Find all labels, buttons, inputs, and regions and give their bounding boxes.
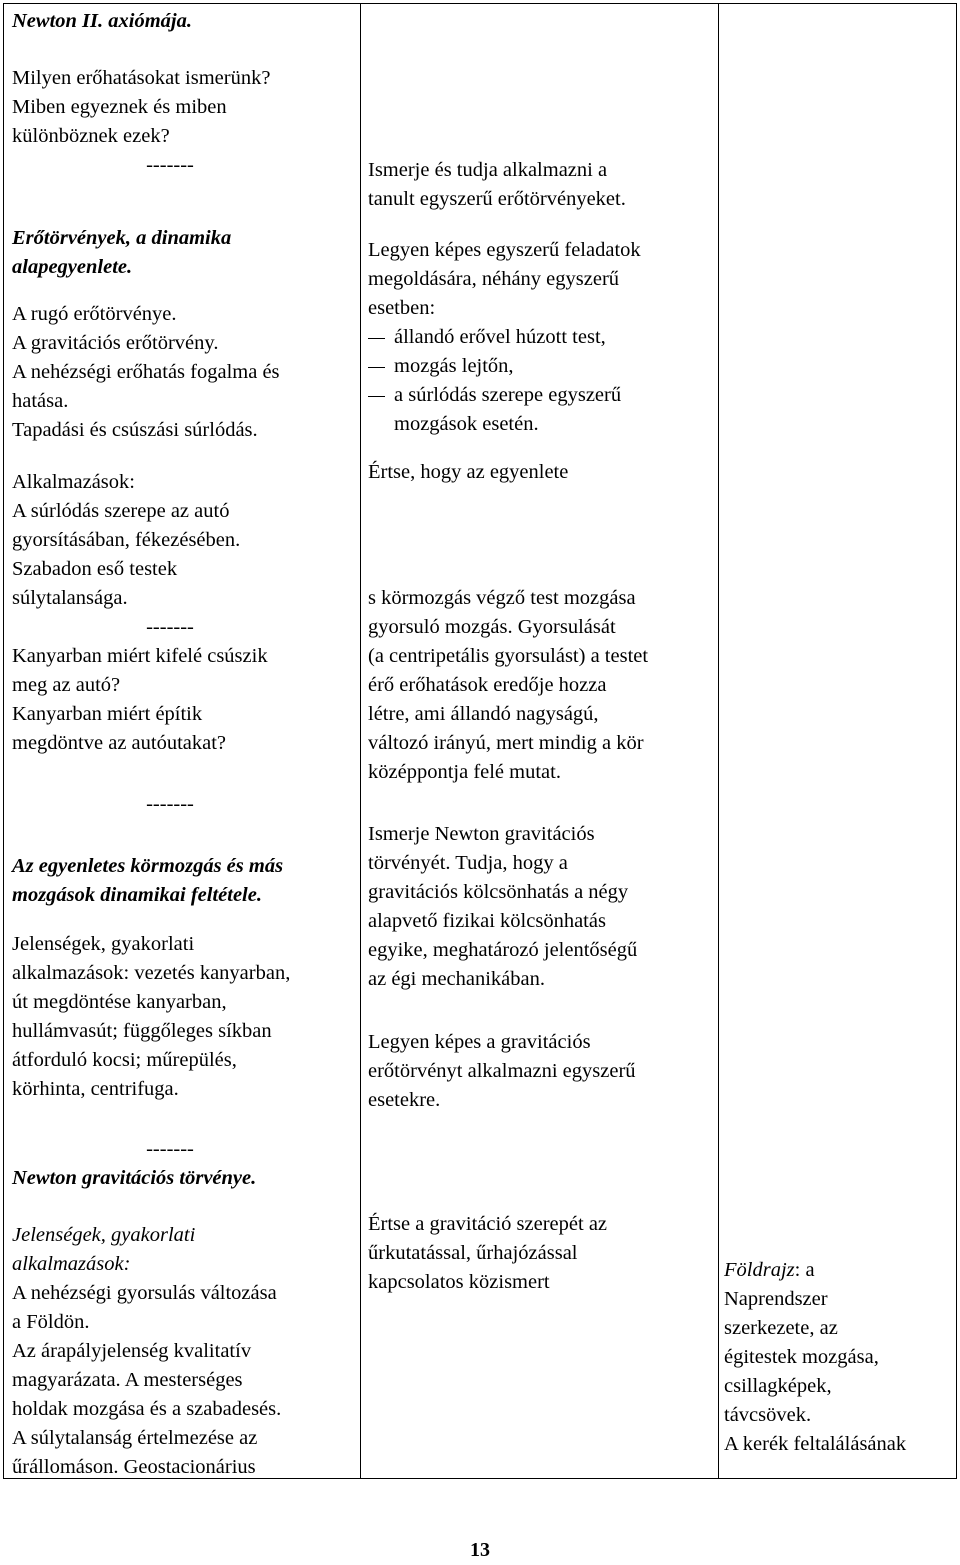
- text-line: Értse, hogy az egyenlete: [368, 461, 569, 483]
- separator: -------: [146, 616, 194, 638]
- text-line: A kerék feltalálásának: [724, 1433, 907, 1455]
- text-line: megoldására, néhány egyszerű: [368, 268, 620, 290]
- separator: -------: [146, 1138, 194, 1160]
- text-line: út megdöntése kanyarban,: [12, 991, 227, 1013]
- text-line: Tapadási és csúszási súrlódás.: [12, 419, 258, 441]
- text-line: holdak mozgása és a szabadesés.: [12, 1398, 282, 1420]
- text-line: gyorsuló mozgás. Gyorsulását: [368, 616, 616, 638]
- content-table: [3, 3, 957, 1479]
- text-line: A súlytalanság értelmezése az: [12, 1427, 258, 1449]
- phenomena-block: [12, 930, 358, 1104]
- text-line: Az árapályjelenség kvalitatív: [12, 1340, 252, 1362]
- text-fragment: : a: [794, 1259, 815, 1281]
- text-line: a Földön.: [12, 1311, 90, 1333]
- gravitation-block: [12, 1135, 358, 1193]
- text-line: Miben egyeznek és miben: [12, 96, 227, 118]
- text-line: égitestek mozgása,: [724, 1346, 879, 1368]
- text-line: hullámvasút; függőleges síkban: [12, 1020, 272, 1042]
- text-line: körhinta, centrifuga.: [12, 1078, 179, 1100]
- text-line: Ismerje Newton gravitációs: [368, 823, 595, 845]
- text-line: egyike, meghatározó jelentőségű: [368, 939, 638, 961]
- text-line: távcsövek.: [724, 1404, 812, 1426]
- subheading: Erőtörvények, a dinamika: [12, 227, 232, 249]
- subheading: mozgások dinamikai feltétele.: [12, 884, 262, 906]
- text-line: tanult egyszerű erőtörvényeket.: [368, 188, 626, 210]
- text-line: (a centripetális gyorsulást) a testet: [368, 645, 649, 667]
- page-number: 13: [470, 1539, 490, 1561]
- text-line: kapcsolatos közismert: [368, 1271, 550, 1293]
- text-line: esetben:: [368, 297, 436, 319]
- text-line: űrállomáson. Geostacionárius: [12, 1456, 256, 1478]
- subheading: alapegyenlete.: [12, 256, 133, 278]
- text-line: átforduló kocsi; műrepülés,: [12, 1049, 237, 1071]
- text-line: alapvető fizikai kölcsönhatás: [368, 910, 606, 932]
- column-divider: [718, 4, 719, 1478]
- list-item: mozgás lejtőn,: [368, 352, 716, 381]
- text-line: s körmozgás végző test mozgása: [368, 587, 636, 609]
- text-line: gravitációs kölcsönhatás a négy: [368, 881, 629, 903]
- text-line: Naprendszer: [724, 1288, 828, 1310]
- text-line: különböznek ezek?: [12, 125, 170, 147]
- text-line: Kanyarban miért kifelé csúszik: [12, 645, 268, 667]
- force-laws-list: [12, 300, 358, 445]
- circular-motion-block: [12, 852, 358, 910]
- text-line: Milyen erőhatásokat ismerünk?: [12, 67, 271, 89]
- list-item: a súrlódás szerepe egyszerű: [368, 381, 716, 410]
- text-line: hatása.: [12, 390, 69, 412]
- separator-block: [12, 790, 358, 819]
- questions-block: [12, 64, 358, 180]
- text-line: A nehézségi gyorsulás változása: [12, 1282, 277, 1304]
- text-line: alkalmazások:: [12, 1253, 131, 1275]
- text-line: az égi mechanikában.: [368, 968, 546, 990]
- separator: -------: [146, 793, 194, 815]
- separator: -------: [146, 154, 194, 176]
- text-line: szerkezete, az: [724, 1317, 838, 1339]
- text-line: mozgások esetén.: [394, 413, 539, 435]
- force-laws-block: [12, 224, 358, 282]
- text-line: A gravitációs erőtörvény.: [12, 332, 219, 354]
- text-line: A súrlódás szerepe az autó: [12, 500, 230, 522]
- text-line: gyorsításában, fékezésében.: [12, 529, 241, 551]
- applications-block: [12, 468, 358, 758]
- section-title: Newton II. axiómája.: [12, 10, 192, 32]
- text-line: törvényét. Tudja, hogy a: [368, 852, 568, 874]
- text-line: Alkalmazások:: [12, 471, 135, 493]
- subheading: Az egyenletes körmozgás és más: [12, 855, 284, 877]
- text-line: A rugó erőtörvénye.: [12, 303, 177, 325]
- text-line: űrkutatással, űrhajózással: [368, 1242, 578, 1264]
- list-item: állandó erővel húzott test,: [368, 323, 716, 352]
- tasks-block: [368, 236, 716, 439]
- text-line: Értse a gravitáció szerepét az: [368, 1213, 608, 1235]
- text-line: Legyen képes a gravitációs: [368, 1031, 591, 1053]
- connections-column: [724, 1256, 956, 1459]
- text-line: létre, ami állandó nagyságú,: [368, 703, 599, 725]
- text-line: alkalmazások: vezetés kanyarban,: [12, 962, 291, 984]
- text-line: középpontja felé mutat.: [368, 761, 561, 783]
- subject-name: Földrajz: [724, 1259, 795, 1281]
- text-line: A nehézségi erőhatás fogalma és: [12, 361, 280, 383]
- text-line: esetekre.: [368, 1089, 441, 1111]
- text-line: Kanyarban miért építik: [12, 703, 203, 725]
- text-line: erőtörvényt alkalmazni egyszerű: [368, 1060, 636, 1082]
- text-line: Jelenségek, gyakorlati: [12, 933, 195, 955]
- circular-motion-requirements: [368, 584, 716, 787]
- text-line: magyarázata. A mesterséges: [12, 1369, 243, 1391]
- gravitation-phenomena: [12, 1221, 358, 1482]
- apply-law-block: [368, 1028, 716, 1115]
- text-line: meg az autó?: [12, 674, 121, 696]
- text-line: érő erőhatások eredője hozza: [368, 674, 607, 696]
- text-line: csillagképek,: [724, 1375, 832, 1397]
- text-line: megdöntve az autóutakat?: [12, 732, 227, 754]
- text-line: Szabadon eső testek: [12, 558, 178, 580]
- column-divider: [360, 4, 361, 1478]
- text-line: Legyen képes egyszerű feladatok: [368, 239, 641, 261]
- space-research-block: [368, 1210, 716, 1297]
- text-line: változó irányú, mert mindig a kör: [368, 732, 644, 754]
- text-line: [724, 1256, 956, 1285]
- text-line: Ismerje és tudja alkalmazni a: [368, 159, 608, 181]
- requirements-column: [368, 156, 716, 214]
- text-line: Jelenségek, gyakorlati: [12, 1224, 196, 1246]
- subheading: Newton gravitációs törvénye.: [12, 1167, 257, 1189]
- newton-law-requirements: [368, 820, 716, 994]
- text-line: súlytalansága.: [12, 587, 128, 609]
- topics-column: [12, 7, 358, 36]
- understanding-block: [368, 458, 716, 487]
